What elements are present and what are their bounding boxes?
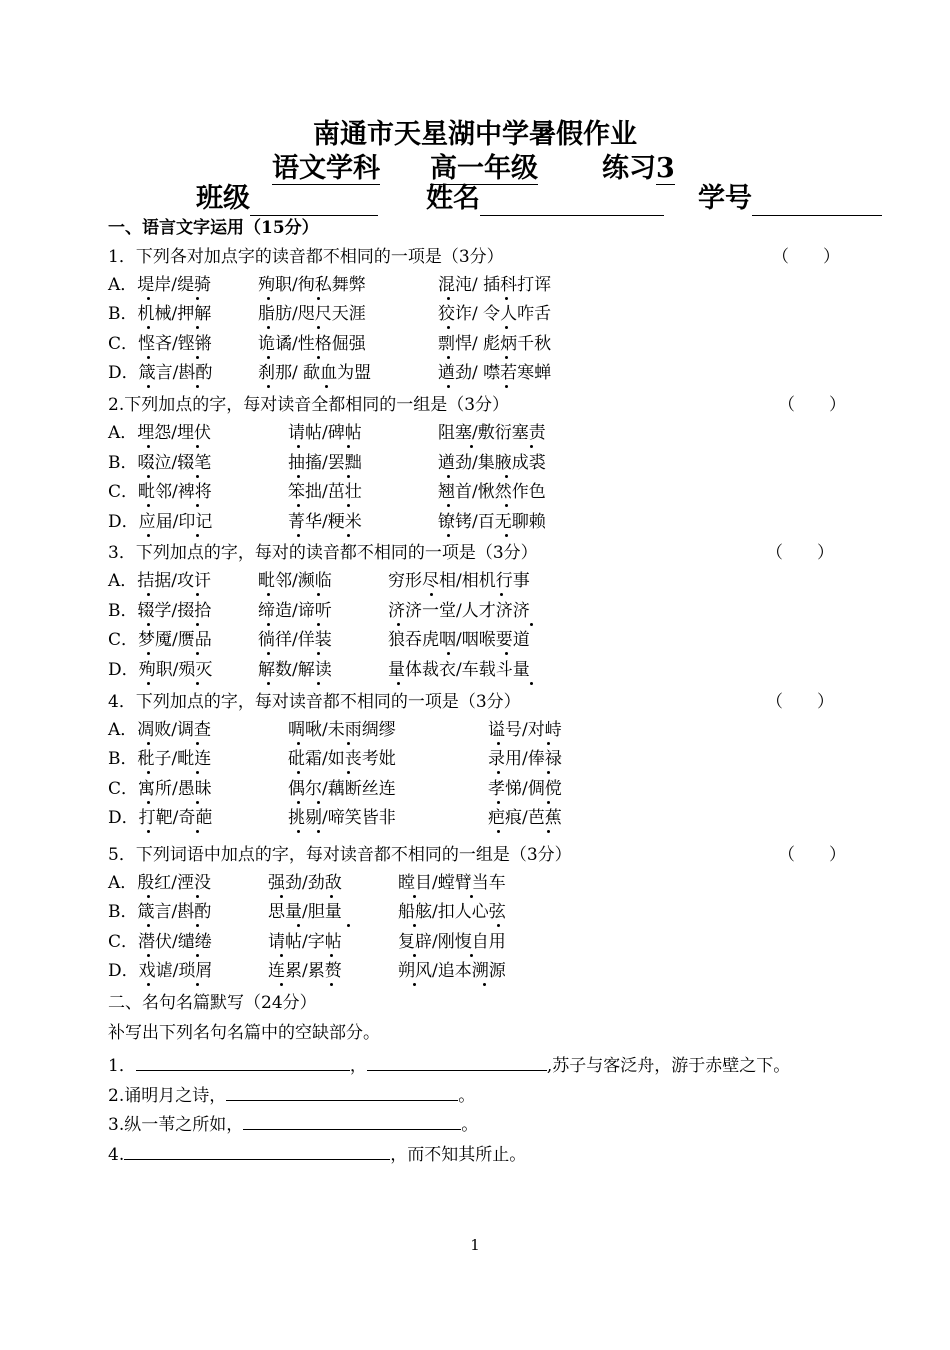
question-5-stem: 5．下列词语中加点的字，每对读音都不相同的一组是（3分）	[108, 845, 572, 865]
blank-2[interactable]	[226, 1082, 458, 1101]
emphasis-dot	[470, 445, 473, 448]
emphasis-dot	[347, 504, 350, 507]
emphasis-dot	[317, 682, 320, 685]
question-1-answer-paren[interactable]: （ ）	[772, 247, 840, 267]
emphasis-dot	[347, 742, 350, 745]
emphasis-dot	[347, 771, 350, 774]
emphasis-dot	[267, 297, 270, 300]
emphasis-dot	[267, 385, 270, 388]
number-blank[interactable]	[752, 189, 882, 216]
emphasis-dot	[505, 297, 508, 300]
emphasis-dot	[317, 623, 320, 626]
emphasis-dot	[196, 652, 199, 655]
emphasis-dot	[497, 742, 500, 745]
dictation-item-3: 3.纵一苇之所如， 。	[108, 1111, 478, 1137]
emphasis-dot	[330, 954, 333, 957]
emphasis-dot	[413, 895, 416, 898]
emphasis-dot	[267, 652, 270, 655]
emphasis-dot	[297, 801, 300, 804]
emphasis-dot	[483, 983, 486, 986]
emphasis-dot	[317, 652, 320, 655]
emphasis-dot	[505, 356, 508, 359]
section1-title: 一、语言文字运用（15分）	[108, 218, 319, 238]
question-3-answer-paren[interactable]: （ ）	[766, 543, 834, 563]
emphasis-dot	[147, 682, 150, 685]
emphasis-dot	[147, 356, 150, 359]
emphasis-dot	[196, 356, 199, 359]
emphasis-dot	[447, 504, 450, 507]
blank-1a[interactable]	[136, 1052, 350, 1071]
emphasis-dot	[267, 682, 270, 685]
emphasis-dot	[317, 801, 320, 804]
emphasis-dot	[297, 445, 300, 448]
emphasis-dot	[330, 895, 333, 898]
blank-1b[interactable]	[367, 1052, 547, 1071]
emphasis-dot	[196, 771, 199, 774]
emphasis-dot	[267, 593, 270, 596]
emphasis-dot	[267, 356, 270, 359]
emphasis-dot	[547, 830, 550, 833]
class-blank[interactable]	[250, 189, 378, 216]
emphasis-dot	[497, 924, 500, 927]
emphasis-dot	[470, 895, 473, 898]
emphasis-dot	[196, 297, 199, 300]
emphasis-dot	[147, 895, 150, 898]
emphasis-dot	[500, 593, 503, 596]
grade-label: 高一年级	[430, 153, 538, 184]
emphasis-dot	[196, 924, 199, 927]
emphasis-dot	[447, 356, 450, 359]
emphasis-dot	[196, 623, 199, 626]
emphasis-dot	[267, 326, 270, 329]
exercise-label: 练习3	[602, 153, 675, 184]
exam-page: 南通市天星湖中学暑假作业 语文学科 高一年级 练习3 班级 姓名 学号 一、语言文字运用（15分） 1．下列各对加点字的读音都不相同的一项是（3分） （ ） A．堤岸/缇骑 殉职/徇私舞弊 混沌/ 插科打诨 B．机械/押解 脂肪/咫尺天涯 狡诈/ 令人咋舌 C．悭吝/铿锵 诡谲/性格倔强 剽悍/ 彪炳千秋 D．箴言/斟酌 刹那/ 歃血为盟 遒劲/ 噤若寒蝉 2.下列加点的字，每对读音全都相同的一组是（3分） （ ） A．埋怨/埋伏 请帖/碑帖 阻塞/敷衍塞责 B．啜泣/辍笔 抽搐/罢黜 遒劲/集腋成裘 C．毗邻/裨将 笨拙/茁壮 翘首/愀然作色 D．应届/印记 菁华/粳米 镣铐/百无聊赖 3．下列加点的字，每对的读音都不相同的一项是（3分） （ ） A．拮据/攻讦 毗邻/濒临 穷形尽相/相机行事 B．辍学/掇拾 缔造/谛听 济济一堂/人才济济 C．梦魇/赝品 徜徉/佯装 狼吞虎咽/咽喉要道 D．殉职/殒灭 解数/解读 量体裁衣/车载斗量 4．下列加点的字，每对读音都不相同的一项是（3分） （ ） A．凋败/调查 啁啾/未雨绸缪 谥号/对峙 B．秕子/毗连 砒霜/如丧考妣 录用/俸禄 C．寓所/愚昧 偶尔/藕断丝连 孝悌/倜傥 D．打靶/奇葩 挑剔/啼笑皆非 疤痕/芭蕉 5．下列词语中加点的字，每对读音都不相同的一组是（3分） （ ） A．殷红/湮没 强劲/劲敌 瞠目/螳臂当车 B．箴言/斟酌 思量/胆量 船舷/扣人心弦 C．潜伏/缱绻 请帖/字帖 复辟/刚愎自用 D．戏谑/琐屑 连累/累赘 朔风/追本溯源 二、名句名篇默写（24分） 补写出下列名句名篇中的空缺部分。 1． ， ,苏子与客泛舟，游于赤壁之下。 2.诵明月之诗， 。 3.纵一苇之所如， 。 4. ，而不知其所止。 1	[0, 0, 950, 1350]
name-blank[interactable]	[480, 189, 664, 216]
emphasis-dot	[147, 385, 150, 388]
emphasis-dot	[196, 475, 199, 478]
emphasis-dot	[297, 742, 300, 745]
emphasis-dot	[347, 924, 350, 927]
emphasis-dot	[196, 983, 199, 986]
question-1-stem: 1．下列各对加点字的读音都不相同的一项是（3分）	[108, 247, 504, 267]
emphasis-dot	[447, 326, 450, 329]
emphasis-dot	[347, 475, 350, 478]
emphasis-dot	[505, 475, 508, 478]
emphasis-dot	[147, 801, 150, 804]
emphasis-dot	[317, 297, 320, 300]
emphasis-dot	[413, 983, 416, 986]
emphasis-dot	[447, 652, 450, 655]
emphasis-dot	[147, 830, 150, 833]
blank-3[interactable]	[243, 1111, 461, 1130]
emphasis-dot	[297, 534, 300, 537]
emphasis-dot	[325, 385, 328, 388]
emphasis-dot	[530, 445, 533, 448]
emphasis-dot	[147, 983, 150, 986]
emphasis-dot	[347, 534, 350, 537]
name-field: 姓名	[426, 182, 664, 216]
question-4-answer-paren[interactable]: （ ）	[766, 692, 834, 712]
emphasis-dot	[147, 504, 150, 507]
question-2-stem: 2.下列加点的字，每对读音全都相同的一组是（3分）	[108, 395, 510, 415]
emphasis-dot	[547, 742, 550, 745]
emphasis-dot	[196, 895, 199, 898]
emphasis-dot	[330, 983, 333, 986]
emphasis-dot	[196, 445, 199, 448]
emphasis-dot	[397, 682, 400, 685]
emphasis-dot	[447, 475, 450, 478]
emphasis-dot	[147, 445, 150, 448]
emphasis-dot	[147, 297, 150, 300]
emphasis-dot	[347, 445, 350, 448]
emphasis-dot	[297, 830, 300, 833]
section2-title: 二、名句名篇默写（24分）	[108, 993, 317, 1013]
emphasis-dot	[547, 801, 550, 804]
emphasis-dot	[397, 623, 400, 626]
emphasis-dot	[196, 954, 199, 957]
emphasis-dot	[470, 954, 473, 957]
emphasis-dot	[147, 534, 150, 537]
dictation-item-1: 1． ， ,苏子与客泛舟，游于赤壁之下。	[108, 1052, 790, 1078]
emphasis-dot	[196, 326, 199, 329]
emphasis-dot	[317, 356, 320, 359]
emphasis-dot	[147, 652, 150, 655]
emphasis-dot	[413, 924, 416, 927]
emphasis-dot	[147, 924, 150, 927]
emphasis-dot	[497, 771, 500, 774]
emphasis-dot	[267, 623, 270, 626]
emphasis-dot	[505, 326, 508, 329]
emphasis-dot	[196, 830, 199, 833]
emphasis-dot	[317, 326, 320, 329]
emphasis-dot	[530, 623, 533, 626]
dictation-item-4: 4. ，而不知其所止。	[108, 1141, 526, 1167]
class-field: 班级	[196, 182, 378, 216]
emphasis-dot	[147, 623, 150, 626]
emphasis-dot	[147, 593, 150, 596]
question-4-stem: 4．下列加点的字，每对读音都不相同的一项是（3分）	[108, 692, 521, 712]
emphasis-dot	[297, 924, 300, 927]
emphasis-dot	[196, 534, 199, 537]
emphasis-dot	[317, 830, 320, 833]
emphasis-dot	[297, 504, 300, 507]
emphasis-dot	[447, 297, 450, 300]
emphasis-dot	[147, 475, 150, 478]
school-title: 南通市天星湖中学暑假作业	[313, 119, 637, 150]
emphasis-dot	[447, 534, 450, 537]
emphasis-dot	[196, 801, 199, 804]
emphasis-dot	[413, 954, 416, 957]
emphasis-dot	[297, 771, 300, 774]
emphasis-dot	[505, 504, 508, 507]
subject-label: 语文学科	[272, 153, 380, 184]
emphasis-dot	[547, 771, 550, 774]
blank-4[interactable]	[124, 1141, 390, 1160]
emphasis-dot	[147, 771, 150, 774]
question-5-answer-paren[interactable]: （ ）	[778, 845, 846, 865]
emphasis-dot	[505, 385, 508, 388]
emphasis-dot	[497, 801, 500, 804]
emphasis-dot	[196, 682, 199, 685]
emphasis-dot	[447, 385, 450, 388]
emphasis-dot	[497, 830, 500, 833]
question-3-stem: 3．下列加点的字，每对的读音都不相同的一项是（3分）	[108, 543, 538, 563]
emphasis-dot	[280, 895, 283, 898]
emphasis-dot	[196, 742, 199, 745]
emphasis-dot	[196, 593, 199, 596]
emphasis-dot	[147, 954, 150, 957]
emphasis-dot	[196, 504, 199, 507]
emphasis-dot	[280, 983, 283, 986]
emphasis-dot	[317, 593, 320, 596]
emphasis-dot	[280, 954, 283, 957]
emphasis-dot	[297, 475, 300, 478]
number-field: 学号	[698, 182, 882, 216]
question-2-answer-paren[interactable]: （ ）	[778, 395, 846, 415]
section2-instruction: 补写出下列名句名篇中的空缺部分。	[108, 1023, 380, 1043]
emphasis-dot	[147, 326, 150, 329]
dictation-item-2: 2.诵明月之诗， 。	[108, 1082, 475, 1108]
emphasis-dot	[430, 593, 433, 596]
emphasis-dot	[147, 742, 150, 745]
emphasis-dot	[196, 385, 199, 388]
page-number: 1	[470, 1236, 480, 1254]
emphasis-dot	[530, 682, 533, 685]
emphasis-dot	[505, 652, 508, 655]
emphasis-dot	[505, 534, 508, 537]
